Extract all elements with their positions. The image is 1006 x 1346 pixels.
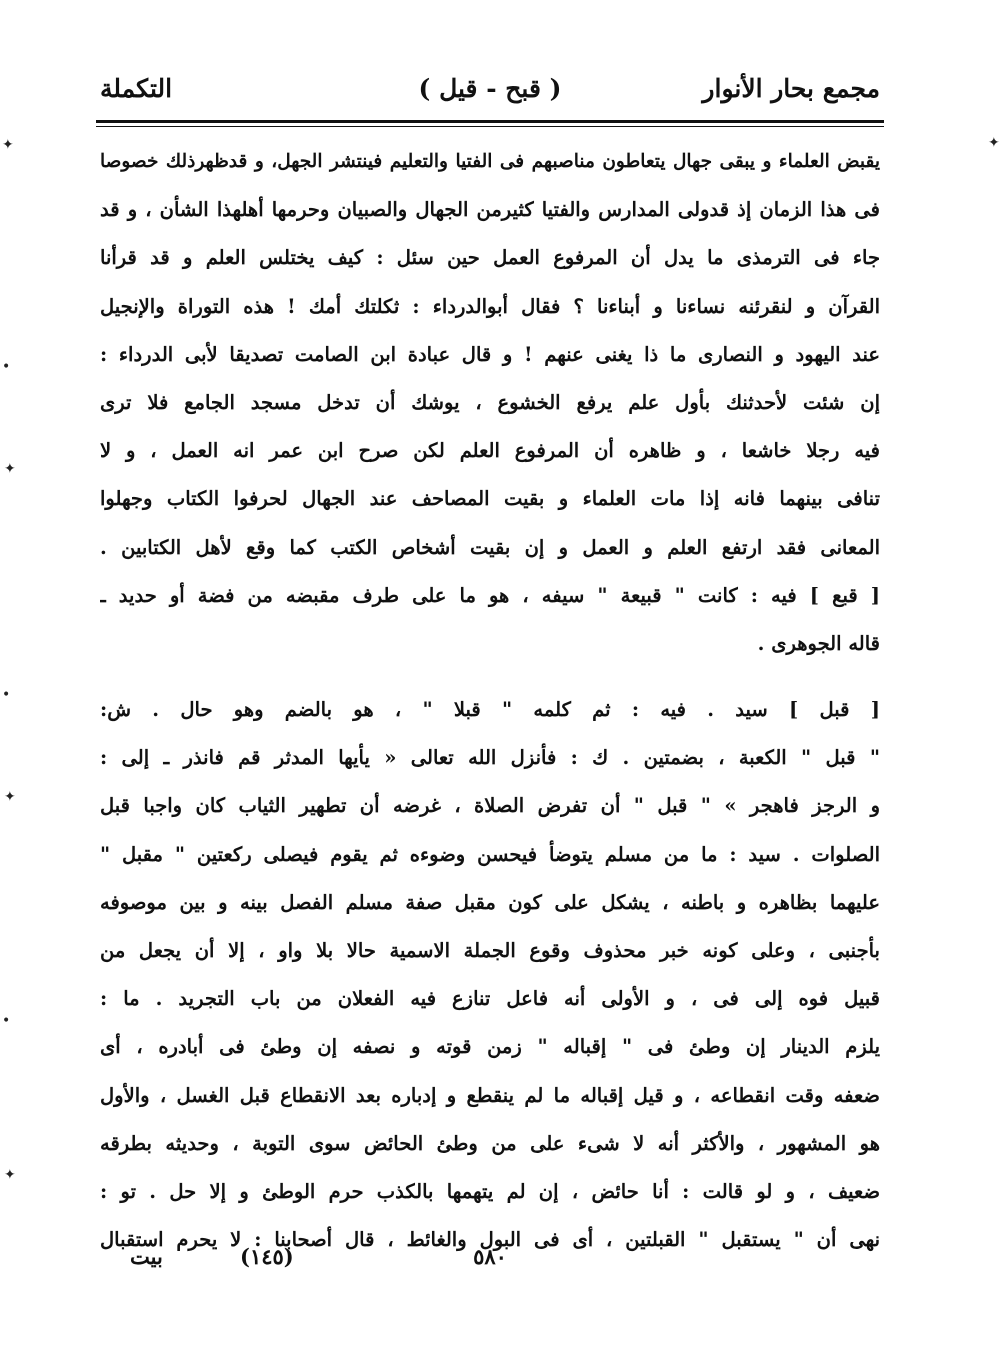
section-title: التكملة	[100, 74, 173, 103]
left-margin-dot: •	[2, 359, 11, 375]
text-line-3: جاء فى الترمذى ما يدل أن المرفوع العمل حين سئل : كيف يختلس العلم و قد قرأنا	[100, 246, 880, 270]
left-margin-speck: ✦	[4, 461, 16, 477]
text-line-7: فيه رجلا خاشعا ، و ظاهره أن المرفوع العلم لكن صرح ابن عمر انه العمل ، و لا	[100, 439, 880, 463]
text-line-21: هو المشهور ، والأكثر أنه لا شىء على من وطئ الحائض سوى التوبة ، وحديثه بطرقه	[100, 1131, 880, 1155]
page-number: ٥٨٠	[473, 1244, 507, 1269]
text-line-2: فى هذا الزمان إذ قدولى المدارس والفتيا كثيرمن الجهال والصبيان وحرمها أهلهذا الشأن ، و قد	[100, 198, 880, 222]
text-line-10: [ قبع ] فيه : كانت " قبيعة " سيفه ، هو ما على طرف مقبضه من فضة أو حديد ـ	[100, 583, 880, 607]
text-line-6: إن شئت لأحدثنك بأول علم يرفع الخشوع ، يوشك أن تدخل مسجد الجامع فلا ترى	[100, 390, 880, 414]
text-line-5: عند اليهود و النصارى ما ذا يغنى عنهم ! و قال عبادة ابن الصامت تصديقا لأبى الدرداء :	[100, 342, 880, 366]
signature-number: (١٤٥)	[240, 1244, 294, 1269]
left-margin-dot: •	[2, 687, 11, 703]
text-line-9: المعانى فقد ارتفع العلم و العمل و إن بقيت أشخاص الكتب كما وقع لأهل الكتابين .	[100, 535, 880, 559]
catchword: بيت	[130, 1244, 163, 1269]
text-line-8: تنافى بينهما فانه إذا مات العلماء و بقيت المصاحف عند الجهال لحرفوا الكتاب وجهلوا	[100, 487, 880, 511]
left-margin-speck: ✦	[2, 137, 14, 153]
text-line-19: يلزم الدينار إن وطئ فى " إقباله " زمن قوته و نصفه إن وطئ فى أبادره ، أى	[100, 1035, 880, 1059]
text-line-1: يقبض العلماء و يبقى جهال يتعاطون مناصبهم فى الفتيا والتعليم فينتشر الجهل، و قدظهرذلك خصوصا	[100, 151, 880, 172]
page-footer	[100, 1244, 880, 1284]
page-header	[100, 74, 880, 114]
header-rule-thin	[96, 126, 884, 127]
text-line-13: " قبل " الكعبة ، بضمتين . ك : فأنزل الله تعالى « يأيها المدثر قم فانذر ـ إلى :	[100, 746, 880, 770]
text-line-4: القرآن و لنقرئنه نساءنا و أبناءنا ؟ فقال أبوالدرداء : ثكلتك أمك ! هذه التوراة والإنجيل	[100, 294, 880, 318]
left-margin-speck: ✦	[4, 1167, 16, 1183]
right-margin-speck: ✦	[988, 135, 1000, 151]
text-line-11: قاله الجوهرى .	[757, 631, 880, 655]
header-rule-thick	[96, 120, 884, 123]
left-margin-speck: ✦	[4, 789, 16, 805]
text-line-17: بأجنبى ، وعلى كونه خبر محذوف وقوع الجملة الاسمية حالا بلا واو ، إلا أن يجعل من	[100, 939, 880, 962]
entry-range: ( قبح - قيل )	[418, 74, 562, 103]
text-line-12: [ قبل ] سيد . فيه : ثم كلمه " قبلا " ، هو بالضم وهو حال . ش:	[100, 698, 880, 722]
text-line-15: الصلوات . سيد : ما من مسلم يتوضأ فيحسن وضوءه ثم يقوم فيصلى ركعتين " مقبل "	[100, 842, 880, 866]
left-margin-dot: •	[2, 1013, 11, 1029]
text-line-22: ضعيف ، و لو قالت : أنا حائض ، إن لم يتهمها بالكذب حرم الوطئ و إلا حل . تو :	[100, 1179, 880, 1203]
text-line-23: نهى أن " يستقبل " القبلتين ، أى فى البول والغائط ، قال أصحابنا : لا يحرم استقبال	[100, 1228, 880, 1252]
text-line-14: و الرجز فاهجر » " قبل " أن تفرض الصلاة ، غرضه أن تطهير الثياب كان واجبا قبل	[100, 794, 880, 818]
text-line-16: عليهما بظاهره و باطنه ، يشكل على كون مقبل صفة مسلم الفصل بينه و بين موصوفه	[100, 890, 880, 914]
body-text	[100, 138, 880, 1264]
text-line-18: قبيل فوه إلى فى ، و الأولى أنه فاعل تنازع فيه الفعلان من باب التجريد . ما :	[100, 987, 880, 1011]
text-line-20: ضعفه وقت انقطاعه ، و قيل إقباله ما لم ينقطع و إدباره بعد الانقطاع قبل الغسل ، والأول	[100, 1083, 880, 1107]
book-title: مجمع بحار الأنوار	[702, 74, 880, 103]
